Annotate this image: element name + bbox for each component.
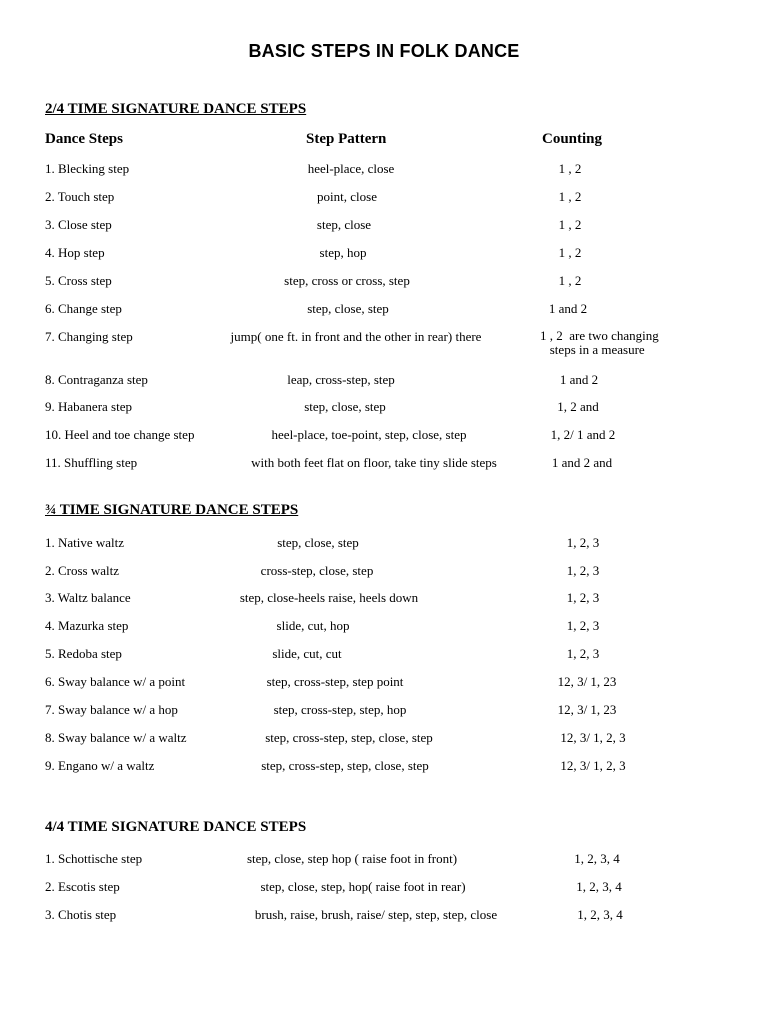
- table-row: [0, 372, 768, 392]
- table-row: [0, 879, 768, 899]
- table-row: [0, 674, 768, 694]
- step-pattern: step, cross-step, step, close, step: [265, 730, 433, 745]
- step-pattern: brush, raise, brush, raise/ step, step, step, close: [254, 907, 498, 922]
- step-pattern: leap, cross-step, step: [287, 372, 395, 387]
- step-pattern: jump( one ft. in front and the other in rear) there: [230, 329, 482, 344]
- step-counting: 1, 2, 3: [566, 563, 600, 578]
- table-row: [0, 702, 768, 722]
- step-counting: 1, 2 and: [557, 399, 599, 414]
- document-title: BASIC STEPS IN FOLK DANCE: [248, 41, 520, 61]
- step-counting: 1 , 2: [558, 161, 582, 176]
- step-counting: 1, 2, 3, 4: [576, 879, 622, 894]
- step-counting: 1, 2, 3: [566, 590, 600, 605]
- step-pattern: step, cross-step, step point: [266, 674, 404, 689]
- dance-step-name: 8. Sway balance w/ a waltz: [45, 730, 187, 745]
- dance-step-name: 6. Sway balance w/ a point: [45, 674, 186, 689]
- section-heading-3-4: ¾ TIME SIGNATURE DANCE STEPS: [45, 502, 299, 518]
- table-row: [0, 646, 768, 666]
- step-pattern: step, cross-step, step, close, step: [261, 758, 429, 773]
- dance-step-name: 1. Blecking step: [45, 161, 130, 176]
- dance-step-name: 6. Change step: [45, 301, 122, 316]
- step-pattern: step, close-heels raise, heels down: [239, 590, 419, 605]
- dance-step-name: 7. Sway balance w/ a hop: [45, 702, 178, 717]
- step-counting: 1 and 2 and: [551, 455, 613, 470]
- step-pattern: step, close, step, hop( raise foot in rear): [260, 879, 466, 894]
- dance-step-name: 5. Redoba step: [45, 646, 122, 661]
- step-counting: 12, 3/ 1, 23: [557, 674, 617, 689]
- step-pattern: with both feet flat on floor, take tiny slide steps: [251, 455, 497, 470]
- step-counting: 1, 2, 3, 4: [577, 907, 623, 922]
- step-counting: 1 and 2: [559, 372, 599, 387]
- step-pattern: step, close, step: [307, 301, 389, 316]
- table-row: [0, 301, 768, 321]
- dance-step-name: 4. Mazurka step: [45, 618, 129, 633]
- step-counting: 12, 3/ 1, 23: [557, 702, 617, 717]
- table-row: [0, 329, 768, 363]
- section-heading-2-4: 2/4 TIME SIGNATURE DANCE STEPS: [45, 101, 307, 117]
- step-pattern: step, cross or cross, step: [284, 273, 410, 288]
- step-counting: 1, 2/ 1 and 2: [550, 427, 616, 442]
- table-row: [0, 399, 768, 419]
- step-counting: 1 and 2: [548, 301, 588, 316]
- dance-step-name: 2. Cross waltz: [45, 563, 120, 578]
- table-row: [0, 590, 768, 610]
- section-heading-4-4: 4/4 TIME SIGNATURE DANCE STEPS: [45, 819, 307, 835]
- table-row: [0, 427, 768, 447]
- table-row: [0, 217, 768, 237]
- step-counting: 1 , 2: [558, 273, 582, 288]
- table-row: [0, 563, 768, 583]
- step-counting: 1, 2, 3: [566, 618, 600, 633]
- step-pattern: step, close: [316, 217, 372, 232]
- dance-step-name: 10. Heel and toe change step: [45, 427, 195, 442]
- step-pattern: slide, cut, cut: [272, 646, 342, 661]
- dance-step-name: 5. Cross step: [45, 273, 112, 288]
- dance-step-name: 9. Engano w/ a waltz: [45, 758, 155, 773]
- dance-step-name: 11. Shuffling step: [45, 455, 138, 470]
- step-pattern: point, close: [317, 189, 377, 204]
- dance-step-name: 3. Waltz balance: [45, 590, 131, 605]
- table-row: [0, 273, 768, 293]
- dance-step-name: 2. Touch step: [45, 189, 115, 204]
- step-pattern: cross-step, close, step: [260, 563, 374, 578]
- step-pattern: step, cross-step, step, hop: [273, 702, 407, 717]
- table-row: [0, 535, 768, 555]
- table-row: [0, 851, 768, 871]
- step-pattern: step, close, step: [277, 535, 359, 550]
- column-header-step-pattern: Step Pattern: [306, 131, 387, 147]
- dance-step-name: 3. Close step: [45, 217, 112, 232]
- table-row: [0, 189, 768, 209]
- step-counting: 1 , 2: [558, 245, 582, 260]
- step-pattern: step, hop: [319, 245, 367, 260]
- step-pattern: heel-place, close: [307, 161, 395, 176]
- dance-step-name: 7. Changing step: [45, 329, 133, 344]
- dance-step-name: 8. Contraganza step: [45, 372, 148, 387]
- step-pattern: step, close, step hop ( raise foot in front): [246, 851, 458, 866]
- step-pattern: step, close, step: [304, 399, 386, 414]
- table-row: [0, 730, 768, 750]
- step-counting: 1 , 2: [558, 189, 582, 204]
- step-counting: 12, 3/ 1, 2, 3: [560, 730, 626, 745]
- step-counting: 1 , 2 are two changing steps in a measure: [540, 328, 659, 357]
- dance-step-name: 4. Hop step: [45, 245, 105, 260]
- table-row: [0, 907, 768, 927]
- table-row: [0, 161, 768, 181]
- step-pattern: slide, cut, hop: [276, 618, 350, 633]
- column-header-counting: Counting: [542, 131, 603, 147]
- dance-step-name: 9. Habanera step: [45, 399, 132, 414]
- dance-step-name: 3. Chotis step: [45, 907, 117, 922]
- table-row: [0, 245, 768, 265]
- dance-step-name: 1. Native waltz: [45, 535, 125, 550]
- step-counting: 12, 3/ 1, 2, 3: [560, 758, 626, 773]
- table-row: [0, 758, 768, 778]
- step-counting: 1, 2, 3, 4: [574, 851, 620, 866]
- step-counting: 1, 2, 3: [566, 535, 600, 550]
- step-counting: 1, 2, 3: [566, 646, 600, 661]
- step-counting: 1 , 2: [558, 217, 582, 232]
- table-row: [0, 455, 768, 475]
- dance-step-name: 1. Schottische step: [45, 851, 143, 866]
- table-row: [0, 618, 768, 638]
- step-pattern: heel-place, toe-point, step, close, step: [271, 427, 467, 442]
- column-header-dance-steps: Dance Steps: [45, 131, 123, 147]
- dance-step-name: 2. Escotis step: [45, 879, 120, 894]
